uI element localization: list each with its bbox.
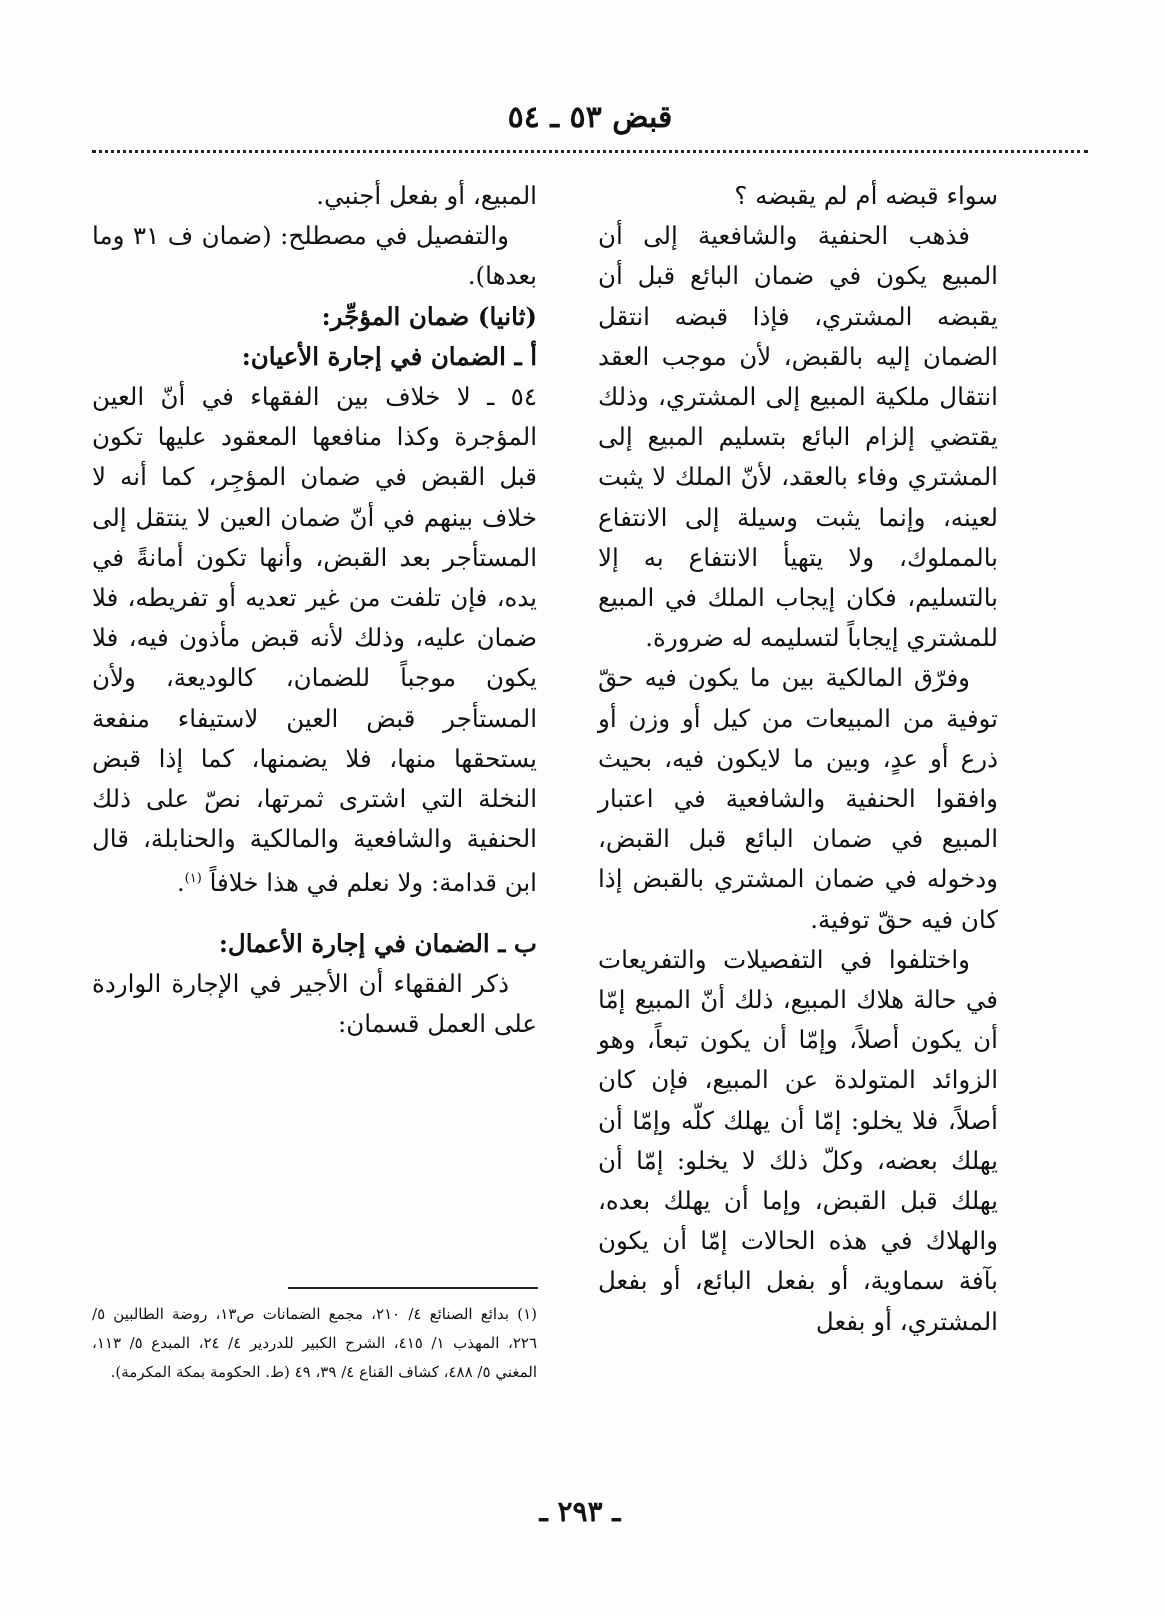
footnote-rule xyxy=(288,1287,538,1289)
section-heading: (ثانيا) ضمان المؤجِّر: xyxy=(321,301,537,331)
paragraph: واختلفوا في التفصيلات والتفريعات في حالة هلاك المبيع، ذلك أنّ المبيع إمّا أن يكون أصلاً، وإمّا أن يكون تبعاً، وهو الزوائد المتولدة عن المبيع، فإن كان أصلاً، فلا يخلو: إمّا أن يهلك كلّه وإمّا أن يهلك بعضه، وكلّ ذلك لا يخلو: إمّا أن يهلك قبل القبض، وإما أن يهلك بعده، والهلاك في هذه الحالات إمّا أن يكون بآفة سماوية، أو بفعل البائع، أو بفعل المشتري، أو بفعل xyxy=(598,944,998,1336)
paragraph-text: ٥٤ ـ لا خلاف بين الفقهاء في أنّ العين المؤجرة وكذا منافعها المعقود عليها تكون قبل القبض في ضمان المؤجِر، كما أنه لا خلاف بينهم في أنّ ضمان العين لا ينتقل إلى المستأجر بعد القبض، وأنها تكون أمانةً في يده، فإن تلفت من غير تعديه أو تفريطه، فلا ضمان عليه، وذلك لأنه قبض مأذون فيه، فلا يكون موجباً للضمان، كالوديعة، ولأن المستأجر قبض العين لاستيفاء منفعة يستحقها منها، فلا يضمنها، كما إذا قبض النخلة التي اشترى ثمرتها، نصّ على ذلك الحنفية والشافعية والمالكية والحنابلة، قال ابن قدامة: ولا نعلم في هذا خلافاً xyxy=(92,382,537,898)
paragraph: وفرّق المالكية بين ما يكون فيه حقّ توفية من المبيعات من كيل أو وزن أو ذرع أو عدٍ، وبين ما لايكون فيه، بحيث وافقوا الحنفية والشافعية في اعتبار المبيع في ضمان البائع قبل القبض، ودخوله في ضمان المشتري بالقبض إذا كان فيه حقّ توفية. xyxy=(598,663,998,934)
paragraph-continuation: المبيع، أو بفعل أجنبي. xyxy=(316,181,537,210)
paragraph-54 xyxy=(92,377,537,904)
paragraph: سواء قبضه أم لم يقبضه ؟ xyxy=(734,181,998,210)
paragraph: ذكر الفقهاء أن الأجير في الإجارة الواردة على العمل قسمان: xyxy=(92,969,537,1039)
right-column xyxy=(598,176,998,1342)
spacer xyxy=(92,904,537,924)
subsection-heading: أ ـ الضمان في إجارة الأعيان: xyxy=(241,341,537,371)
header-dotted-rule xyxy=(92,150,1088,153)
subsection-heading: ب ـ الضمان في إجارة الأعمال: xyxy=(218,928,537,958)
paragraph: والتفصيل في مصطلح: (ضمان ف ٣١ وما بعدها). xyxy=(92,221,537,291)
page-number: ـ ٢٩٣ ـ xyxy=(539,1495,621,1528)
left-column xyxy=(92,176,537,1044)
page-header: قبض ٥٣ ـ ٥٤ xyxy=(507,100,673,135)
footnote-reference: (١) xyxy=(184,871,202,887)
paragraph-end: . xyxy=(176,868,185,898)
paragraph: فذهب الحنفية والشافعية إلى أن المبيع يكون في ضمان البائع قبل أن يقبضه المشتري، فإذا قبضه انتقل الضمان إليه بالقبض، لأن موجب العقد انتقال ملكية المبيع إلى المشتري، وذلك يقتضي إلزام البائع بتسليم المبيع إلى المشتري وفاء بالعقد، لأنّ الملك لا يثبت لعينه، وإنما يثبت وسيلة إلى الانتفاع بالمملوك، ولا يتهيأ الانتفاع به إلا بالتسليم، فكان إيجاب الملك في المبيع للمشتري إيجاباً لتسليمه له ضرورة. xyxy=(598,221,998,653)
footnote: (١) بدائع الصنائع ٤/ ٢١٠، مجمع الضمانات ص١٣، روضة الطالبين ٥/ ٢٢٦، المهذب ١/ ٤١٥، الشرح الكبير للدردير ٤/ ٢٤، المبدع ٥/ ١١٣، المغني ٥/ ٤٨٨، كشاف القناع ٤/ ٣٩، ٤٩ (ط. الحكومة بمكة المكرمة). xyxy=(92,1305,538,1381)
